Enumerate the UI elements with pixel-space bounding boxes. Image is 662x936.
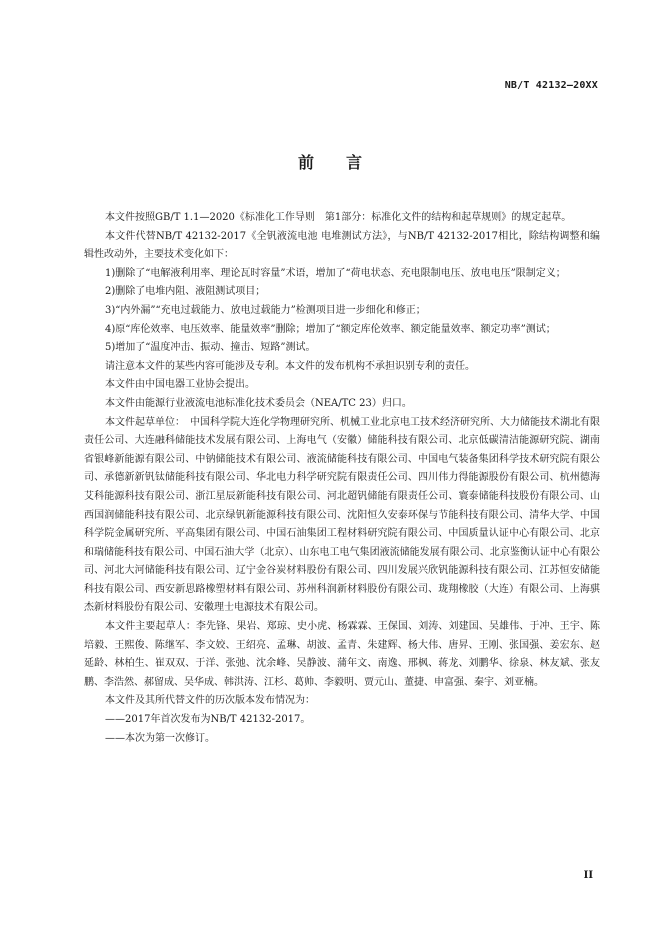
change-item-4: 4)原“库伦效率、电压效率、能量效率”删除；增加了“额定库伦效率、额定能量效率、额定功率”测试； bbox=[105, 323, 556, 335]
paragraph-drafting-rules: 本文件按照GB/T 1.1—2020《标准化工作导则 第1部分：标准化文件的结构和起草规则》的规定起草。 bbox=[105, 212, 572, 223]
history-item-2: ——本次为第一次修订。 bbox=[105, 732, 215, 744]
paragraph-proposer: 本文件由中国电器工业协会提出。 bbox=[105, 379, 255, 391]
change-item-5: 5)增加了“温度冲击、振动、撞击、短路”测试。 bbox=[105, 342, 316, 354]
title-char-1: 前 bbox=[297, 153, 316, 172]
paragraph-drafting-units: 本文件起草单位： 中国科学院大连化学物理研究所、机械工业北京电工技术经济研究所、大力储能技术湖北有限责任公司、大连融科储能技术发展有限公司、上海电气（安徽）储能科技有限公司、北京低碳清洁能源研究院、湖南省银峰新能源有限公司、中钠储能技术有限公司、液流储能科技有限公司、中国电气装备集团科学技术研究院有限公司、承德新新钒钛储能科技有限公司、华北电力科学研究院有限责任公司、四川伟力得能源股份有限公司、杭州德海艾科能源科技有限公司、浙江星辰新能科技有限公司、河北超钒储能有限责任公司、寰泰储能科技股份有限公司、山西国润储能科技有限公司、北京绿钒新能源科技有限公司、沈阳恒久安泰环保与节能科技有限公司、清华大学、中国科学院金属研究所、平高集团有限公司、中国石油集团工程材料研究院有限公司、中国质量认证中心有限公司、北京和瑞储能科技有限公司、中国石油大学（北京）、山东电工电气集团液流储能发展有限公司、北京鉴衡认证中心有限公司、河北大河储能科技有限公司、辽宁金谷炭材料股份有限公司、四川发展兴欣钒能源科技有限公司、江苏恒安储能科技有限公司、西安新思路橡塑材料有限公司、苏州科润新材料股份有限公司、珑翔橡胶（大连）有限公司、上海骐杰新材料股份有限公司、安徽理士电源技术有限公司。 bbox=[84, 416, 600, 614]
paragraph-drafters: 本文件主要起草人：李先锋、果岩、郑琼、史小虎、杨霖霖、王保国、刘涛、刘建国、吴雄伟、于冲、王宇、陈培毅、王熙俊、陈继军、李文姣、王绍亮、孟琳、胡波、孟青、朱建辉、杨大伟、唐昇、王刚、张国强、姜宏东、赵延龄、林柏生、崔双双、于洋、张弛、沈余峰、吴静波、蒲年文、南逸、邢枫、蒋龙、刘鹏华、徐泉、林友斌、张友鹏、李浩然、郝留成、吴华成、韩洪涛、江杉、葛帅、李毅明、贾元山、董捷、申富强、秦宇、刘亚楠。 bbox=[84, 621, 600, 688]
change-item-1: 1)删除了“电解液利用率、理论瓦时容量”术语，增加了“荷电状态、充电限制电压、放电电压”限制定义； bbox=[105, 267, 566, 279]
page-number: II bbox=[583, 870, 593, 881]
page-title bbox=[0, 150, 662, 173]
paragraph-committee: 本文件由能源行业液流电池标准化技术委员会（NEA/TC 23）归口。 bbox=[105, 397, 412, 409]
paragraph-replacement: 本文件代替NB/T 42132-2017《全钒液流电池 电堆测试方法》，与NB/T 42132-2017相比，除结构调整和编辑性改动外，主要技术变化如下： bbox=[84, 230, 600, 261]
foreword-body bbox=[84, 209, 600, 748]
title-char-2: 言 bbox=[346, 153, 365, 172]
history-item-1: ——2017年首次发布为NB/T 42132-2017。 bbox=[105, 714, 311, 726]
paragraph-patent-notice: 请注意本文件的某些内容可能涉及专利。本文件的发布机构不承担识别专利的责任。 bbox=[105, 360, 475, 372]
paragraph-history-intro: 本文件及其所代替文件的历次版本发布情况为： bbox=[105, 695, 315, 707]
standard-number: NB/T 42132—20XX bbox=[504, 80, 598, 91]
change-item-2: 2)删除了电堆内阻、液阻测试项目； bbox=[105, 286, 266, 298]
change-item-3: 3)“内外漏”“充电过载能力、放电过载能力”检测项目进一步细化和修正； bbox=[105, 304, 426, 316]
